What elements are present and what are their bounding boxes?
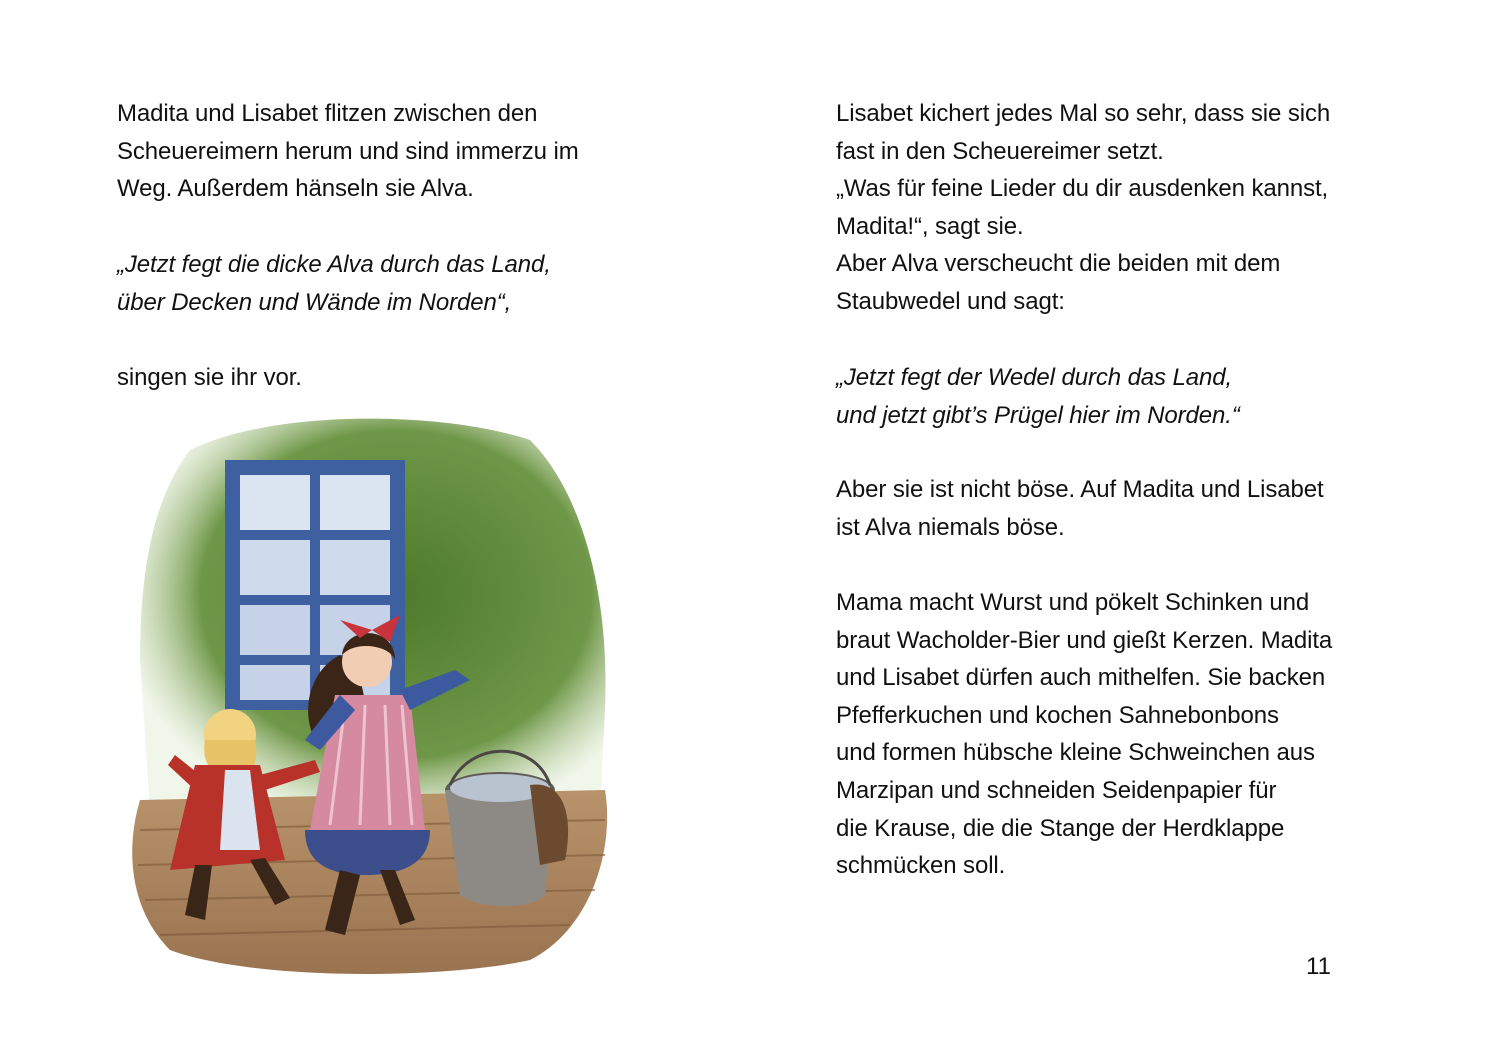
text-line: singen sie ihr vor. [117, 364, 302, 391]
text-line: fast in den Scheuereimer setzt. [836, 137, 1164, 165]
right-paragraph-1 [836, 95, 1330, 321]
text-line: und formen hübsche kleine Schweinchen aus [836, 739, 1315, 767]
right-verse [836, 359, 1240, 434]
left-paragraph-2 [117, 359, 302, 397]
text-line: Aber Alva verscheucht die beiden mit dem [836, 250, 1281, 278]
right-paragraph-3 [836, 584, 1332, 885]
text-line: Weg. Außerdem hänseln sie Alva. [117, 175, 474, 203]
right-paragraph-2 [836, 471, 1324, 546]
text-line: Madita und Lisabet flitzen zwischen den [117, 100, 538, 127]
text-line: Pfefferkuchen und kochen Sahnebonbons [836, 701, 1279, 729]
left-paragraph-1 [117, 95, 579, 208]
text-line: „Was für feine Lieder du dir ausdenken kannst, [836, 175, 1329, 203]
text-line: die Krause, die die Stange der Herdklappe [836, 814, 1285, 842]
text-line: und Lisabet dürfen auch mithelfen. Sie backen [836, 664, 1326, 692]
text-line: Mama macht Wurst und pökelt Schinken und [836, 589, 1310, 616]
verse-line: „Jetzt fegt die dicke Alva durch das Land, [117, 251, 551, 278]
text-line: Madita!“, sagt sie. [836, 212, 1024, 240]
text-line: Aber sie ist nicht böse. Auf Madita und Lisabet [836, 476, 1324, 503]
illustration-girls-dancing [110, 410, 630, 980]
verse-line: und jetzt gibt’s Prügel hier im Norden.“ [836, 401, 1240, 429]
text-line: Lisabet kichert jedes Mal so sehr, dass sie sich [836, 100, 1331, 127]
text-line: schmücken soll. [836, 852, 1006, 880]
verse-line: über Decken und Wände im Norden“, [117, 288, 512, 316]
text-line: Staubwedel und sagt: [836, 287, 1065, 315]
text-line: ist Alva niemals böse. [836, 513, 1065, 541]
text-line: Scheuereimern herum und sind immerzu im [117, 137, 579, 165]
verse-line: „Jetzt fegt der Wedel durch das Land, [836, 364, 1233, 391]
right-page [750, 0, 1500, 1064]
text-line: Marzipan und schneiden Seidenpapier für [836, 776, 1277, 804]
left-verse [117, 246, 551, 321]
text-line: braut Wacholder-Bier und gießt Kerzen. Madita [836, 626, 1333, 654]
page-number: 11 [1306, 953, 1331, 980]
